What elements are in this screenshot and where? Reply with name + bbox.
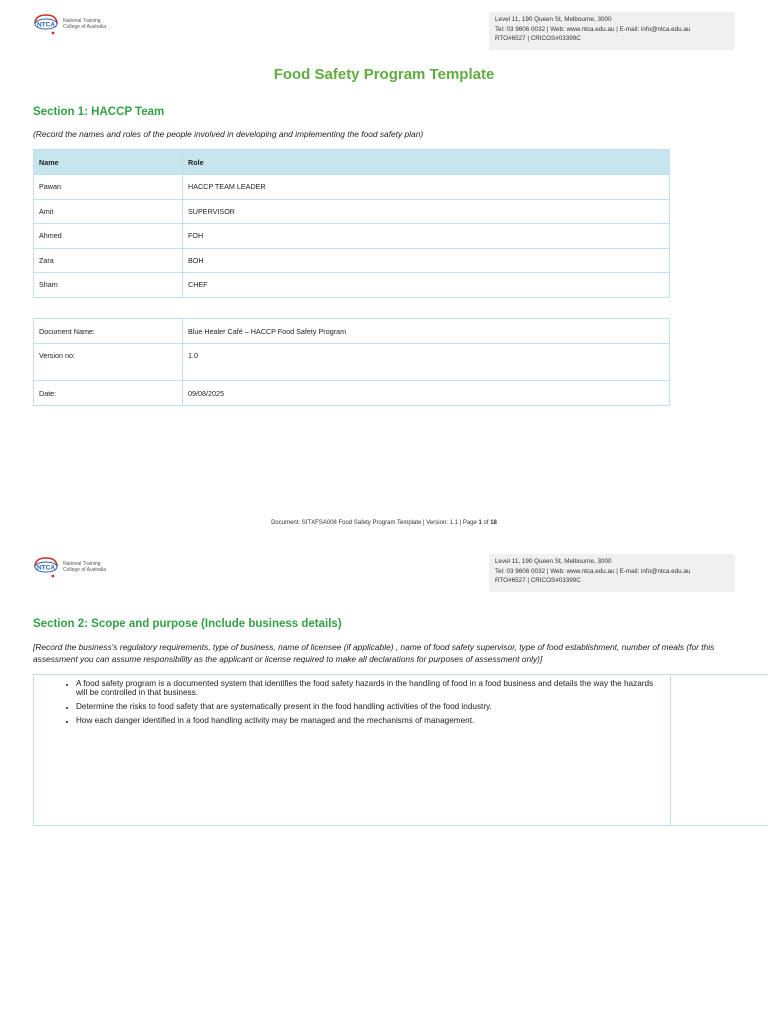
- contact-box: [489, 554, 735, 592]
- team-name-cell[interactable]: Amit: [34, 199, 183, 224]
- logo-name-line2: College of Australia: [63, 24, 107, 30]
- column-divider: [670, 675, 671, 825]
- team-name-cell[interactable]: Pawan: [34, 175, 183, 200]
- section2-title: Section 2: Scope and purpose (Include business details): [33, 618, 342, 630]
- logo-text: [63, 18, 106, 30]
- version-label: Version no:: [34, 344, 183, 381]
- page-title: Food Safety Program Template: [273, 66, 495, 83]
- list-item: • A food safety program is a documented system that identifies the food safety hazards in the handling of food in a food business and details the way the hazards will be controlled in that business.: [76, 679, 666, 697]
- svg-text:NTCA: NTCA: [36, 21, 56, 29]
- team-role-cell[interactable]: SUPERVISOR: [183, 199, 670, 224]
- list-item: • Determine the risks to food safety that are systematically present in the food handling activities of the food industry.: [76, 702, 666, 711]
- logo-name-line2: College of Australia: [63, 567, 107, 573]
- date-label: Date:: [34, 381, 183, 406]
- haccp-team-table: [33, 149, 670, 298]
- team-name-cell[interactable]: Ahmed: [34, 224, 183, 249]
- document-name-label: Document Name:: [34, 319, 183, 344]
- team-name-cell[interactable]: Sham: [34, 273, 183, 298]
- scope-purpose-box[interactable]: [33, 674, 768, 826]
- table-row: [34, 344, 670, 381]
- table-row: [34, 248, 670, 273]
- document-info-table: [33, 318, 670, 406]
- logo-text: [63, 561, 106, 573]
- contact-address: Level 11, 190 Queen St, Melbourne, 3000: [495, 558, 612, 565]
- contact-address: Level 11, 190 Queen St, Melbourne, 3000: [495, 16, 612, 23]
- header-role: Role: [183, 150, 670, 175]
- list-item: • How each danger identified in a food handling activity may be managed and the mechanisms of management.: [76, 716, 666, 725]
- date-value[interactable]: 09/08/2025: [183, 381, 670, 406]
- contact-rto-cricos: RTO#6527 | CRICOS#03399C: [495, 35, 581, 42]
- footer-text: Document: SITXFSA008 Food Safety Program Template | Version: 1.1 | Page: [271, 520, 479, 526]
- header-name: Name: [34, 150, 183, 175]
- contact-tel-web-email: Tel: 03 9606 0032 | Web: www.ntca.edu.au | E-mail: info@ntca.edu.au: [495, 567, 691, 575]
- logo-name-line1: National Training: [63, 561, 101, 567]
- footer-of: of: [481, 520, 491, 526]
- logo-name-line1: National Training: [63, 18, 101, 24]
- ntca-logo-icon: [32, 12, 60, 36]
- table-row: [34, 381, 670, 406]
- ntca-logo: [32, 12, 106, 36]
- document-name-value[interactable]: Blue Healer Café – HACCP Food Safety Program: [183, 319, 670, 344]
- ntca-logo-icon: [32, 555, 60, 579]
- table-row: [34, 224, 670, 249]
- team-role-cell[interactable]: CHEF: [183, 273, 670, 298]
- page-footer: [0, 520, 768, 526]
- team-role-cell[interactable]: HACCP TEAM LEADER: [183, 175, 670, 200]
- contact-box: [489, 12, 735, 50]
- section1-title: Section 1: HACCP Team: [33, 106, 165, 118]
- table-header-row: [34, 150, 670, 175]
- table-row: [34, 175, 670, 200]
- team-role-cell[interactable]: FOH: [183, 224, 670, 249]
- scope-bullet-list: [34, 675, 666, 725]
- ntca-logo: [32, 555, 106, 579]
- table-row: [34, 199, 670, 224]
- section1-instruction: (Record the names and roles of the people involved in developing and implementing the food safety plan): [33, 129, 424, 139]
- section2-instruction: [Record the business's regulatory requirements, type of business, name of licensee (if applicable) , name of food safety supervisor, type of food establishment, number of meals (for this assessment you can assume responsibility as the applicant or license required to make all declarations for purposes of assessment only)]: [33, 642, 715, 664]
- table-row: [34, 319, 670, 344]
- svg-text:NTCA: NTCA: [36, 564, 56, 572]
- team-name-cell[interactable]: Zara: [34, 248, 183, 273]
- contact-rto-cricos: RTO#6527 | CRICOS#03399C: [495, 577, 581, 584]
- table-row: [34, 273, 670, 298]
- contact-tel-web-email: Tel: 03 9606 0032 | Web: www.ntca.edu.au | E-mail: info@ntca.edu.au: [495, 25, 691, 33]
- footer-page-number: 1: [478, 520, 482, 526]
- team-role-cell[interactable]: BOH: [183, 248, 670, 273]
- version-value[interactable]: 1.0: [183, 344, 670, 381]
- footer-page-total: 18: [490, 520, 497, 526]
